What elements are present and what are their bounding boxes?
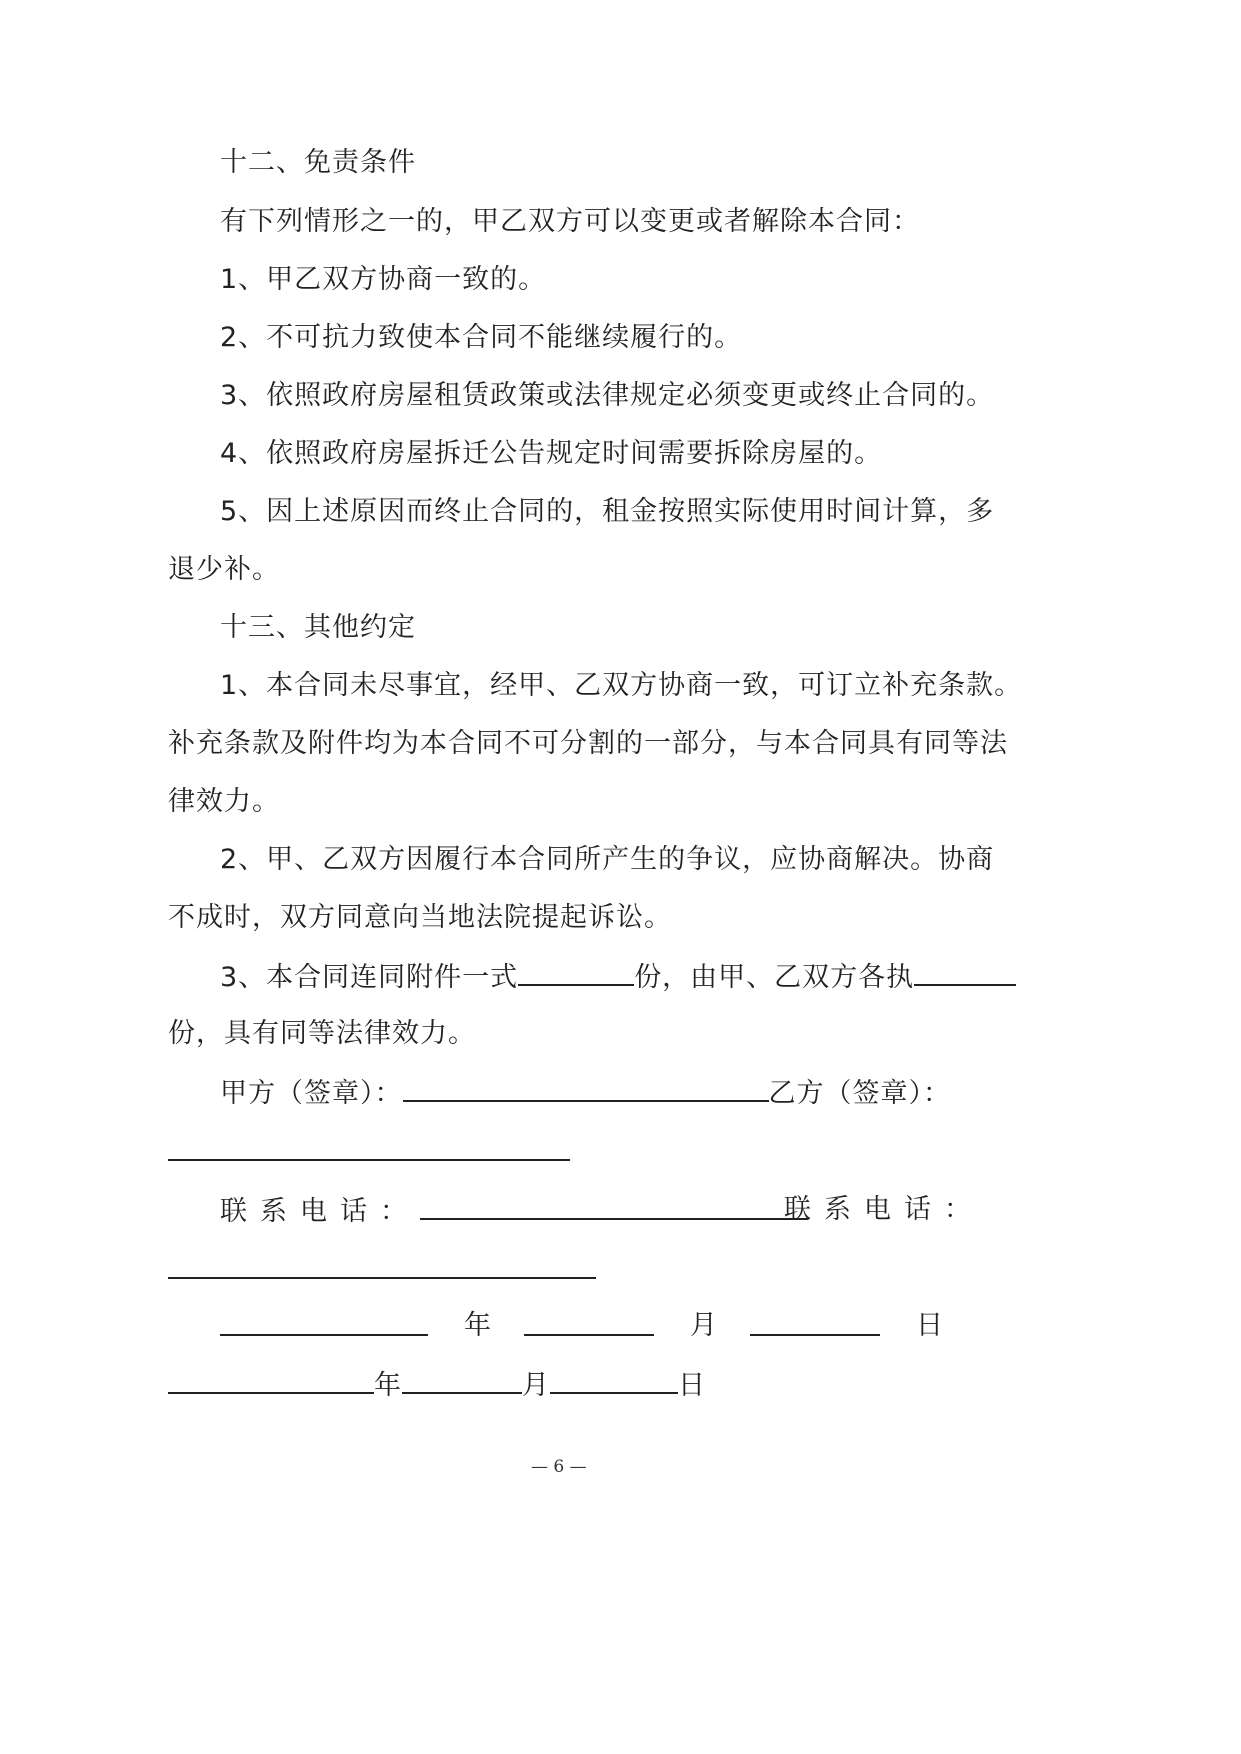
section-13-title: 十三、其他约定: [220, 612, 416, 643]
section-13-item-3-text-2: 份，由甲、乙双方各执: [634, 962, 915, 993]
section-12-item-1: 1、甲乙双方协商一致的。: [220, 264, 547, 295]
section-12-item-3: 3、依照政府房屋租赁政策或法律规定必须变更或终止合同的。: [220, 380, 995, 411]
section-13-item-1-line-3: 律效力。: [168, 786, 280, 817]
party-a-month-blank[interactable]: [524, 1334, 654, 1336]
party-a-seal-label: 甲方（签章）：: [220, 1078, 403, 1109]
party-b-date-line: [168, 1364, 706, 1406]
party-a-phone-blank[interactable]: [420, 1190, 808, 1220]
section-13-item-3-line-1: [220, 956, 1016, 998]
party-b-month-blank[interactable]: [402, 1364, 522, 1394]
page-number: — 6 —: [531, 1457, 587, 1477]
section-12-intro: 有下列情形之一的，甲乙双方可以变更或者解除本合同：: [220, 206, 920, 237]
section-12-item-5-line-2: 退少补。: [168, 554, 280, 585]
party-b-day-label: 日: [678, 1370, 706, 1401]
party-b-day-blank[interactable]: [550, 1364, 678, 1394]
party-b-month-label: 月: [522, 1370, 550, 1401]
section-13-item-1-line-2: 补充条款及附件均为本合同不可分割的一部分，与本合同具有同等法: [168, 728, 1008, 759]
party-b-year-blank[interactable]: [168, 1364, 374, 1394]
section-12-item-5-line-1: 5、因上述原因而终止合同的，租金按照实际使用时间计算，多: [220, 496, 995, 527]
party-a-seal-blank[interactable]: [403, 1072, 769, 1102]
party-a-day-label: 日: [916, 1310, 944, 1341]
section-13-item-1-line-1: 1、本合同未尽事宜，经甲、乙双方协商一致，可订立补充条款。: [220, 670, 1023, 701]
section-13-item-3-line-2: 份，具有同等法律效力。: [168, 1018, 476, 1049]
party-a-day-blank[interactable]: [750, 1334, 880, 1336]
phone-line: [220, 1190, 808, 1232]
party-a-month-label: 月: [690, 1310, 718, 1341]
party-a-year-label: 年: [464, 1310, 492, 1341]
section-13-item-2-line-1: 2、甲、乙双方因履行本合同所产生的争议，应协商解决。协商: [220, 844, 995, 875]
party-b-phone-label: 联系电话：: [784, 1194, 984, 1225]
party-b-year-label: 年: [374, 1370, 402, 1401]
copies-total-blank[interactable]: [518, 956, 634, 986]
section-13-item-2-line-2: 不成时，双方同意向当地法院提起诉讼。: [168, 902, 672, 933]
section-13-item-3-text-1: 3、本合同连同附件一式: [220, 962, 519, 993]
party-a-phone-label: 联系电话：: [220, 1196, 420, 1227]
section-12-item-4: 4、依照政府房屋拆迁公告规定时间需要拆除房屋的。: [220, 438, 883, 469]
party-b-seal-label: 乙方（签章）：: [768, 1078, 951, 1109]
copies-each-blank[interactable]: [914, 956, 1016, 986]
seal-line: [220, 1072, 951, 1114]
party-a-year-blank[interactable]: [220, 1334, 428, 1336]
party-b-seal-blank[interactable]: [168, 1159, 570, 1161]
party-b-phone-blank[interactable]: [168, 1277, 596, 1279]
section-12-item-2: 2、不可抗力致使本合同不能继续履行的。: [220, 322, 743, 353]
section-12-title: 十二、免责条件: [220, 147, 416, 178]
